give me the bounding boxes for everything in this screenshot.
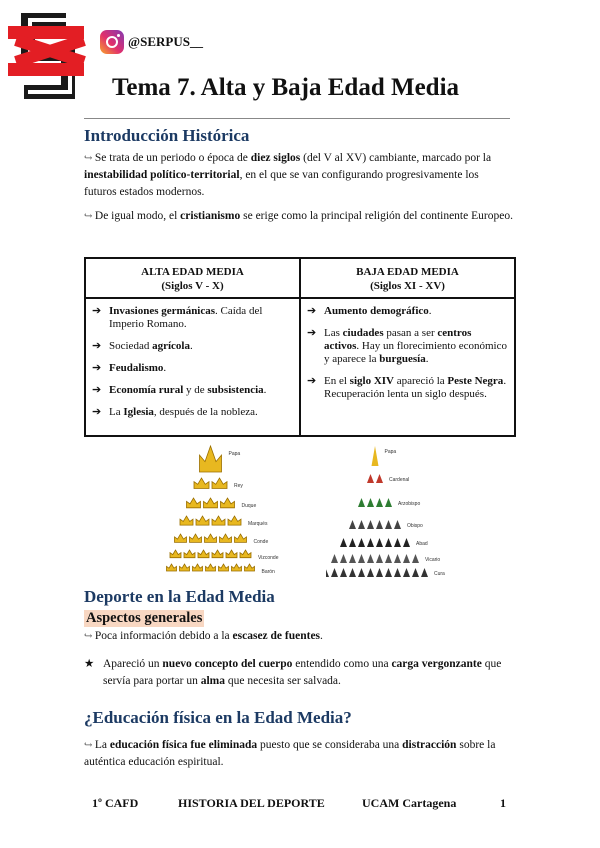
crown-icon	[204, 498, 218, 508]
alta-item	[92, 305, 293, 331]
crown-icon	[205, 534, 217, 542]
mitre-icon	[385, 538, 392, 547]
mitre-icon	[376, 568, 383, 577]
arrow-bullet-icon: ➔	[92, 340, 102, 352]
mitre-icon	[376, 538, 383, 547]
bold-text: agrícola	[152, 340, 190, 352]
arrow-bullet-icon: ➔	[92, 384, 102, 396]
bold-text: Aumento demográfico	[324, 305, 429, 317]
intro-paragraph-1	[84, 150, 514, 201]
mitre-icon	[331, 568, 338, 577]
bold-text: ciudades	[342, 327, 384, 339]
arrow-bullet-icon: ➔	[307, 375, 317, 387]
bold-text: Economía rural	[109, 384, 184, 396]
crown-icon	[228, 516, 241, 525]
rank-label: Cardenal	[389, 477, 410, 483]
crown-icon	[212, 550, 223, 558]
crown-icon	[167, 564, 177, 571]
rank-label: Barón	[261, 569, 275, 575]
mitre-icon	[385, 498, 392, 507]
crown-icon	[219, 564, 229, 571]
text-run: De igual modo, el	[94, 210, 181, 222]
mitre-icon	[412, 554, 419, 563]
intro-paragraph-2	[84, 208, 514, 225]
text-run: apareció la	[393, 375, 448, 387]
footer-course: 1º CAFD	[92, 796, 139, 810]
crown-icon	[235, 534, 247, 542]
crown-icon	[220, 534, 232, 542]
text-run: .	[163, 362, 167, 374]
crown-icon	[180, 564, 190, 571]
text-run: .	[428, 305, 432, 317]
crown-icon	[200, 446, 222, 472]
text-run: .	[263, 384, 267, 396]
mitre-icon	[367, 568, 374, 577]
intro-heading: Introducción Histórica	[84, 126, 250, 145]
baja-list	[301, 299, 514, 416]
bold-text: Peste Negra	[447, 375, 504, 387]
bold-text: Invasiones germánicas	[109, 305, 216, 317]
mitre-icon	[349, 568, 356, 577]
crown-icon	[170, 550, 181, 558]
baja-title: BAJA EDAD MEDIA	[356, 266, 459, 278]
text-run: La	[94, 739, 110, 751]
mitre-icon	[376, 474, 383, 483]
footer-page: 1	[500, 796, 506, 810]
bold-text: distracción	[402, 739, 457, 751]
text-run: Apareció un	[103, 658, 163, 670]
alta-subtitle: (Siglos V - X)	[161, 280, 224, 292]
educacion-paragraph	[84, 737, 514, 771]
mitre-icon	[376, 498, 383, 507]
footer-subject: HISTORIA DEL DEPORTE	[178, 796, 325, 810]
bold-text: subsistencia	[207, 384, 264, 396]
text-run: que servía para portar un	[103, 658, 502, 687]
crown-icon	[190, 534, 202, 542]
aspectos-subheading: Aspectos generales	[86, 610, 203, 626]
baja-content-cell	[300, 298, 515, 436]
alta-item	[92, 384, 293, 397]
instagram-icon	[100, 30, 124, 54]
rank-label: Vicario	[425, 557, 441, 563]
crown-icon	[180, 516, 193, 525]
text-run: Se trata de un periodo o época de	[94, 152, 251, 164]
text-run: En el	[324, 375, 350, 387]
text-run: pasan a ser	[383, 327, 438, 339]
crown-icon	[226, 550, 237, 558]
arrow-icon: ↪	[84, 153, 95, 164]
arrow-icon: ↪	[84, 631, 95, 642]
deporte-heading: Deporte en la Edad Media	[84, 587, 275, 606]
rank-label: Abad	[416, 541, 428, 547]
baja-item	[307, 305, 508, 318]
ages-table	[84, 257, 516, 437]
title-divider	[84, 118, 510, 119]
text-run: se erige como la principal religión del continente Europeo.	[240, 210, 513, 222]
deporte-paragraph-1	[84, 628, 514, 645]
mitre-icon	[349, 520, 356, 529]
text-run: . Caída del Imperio Romano.	[109, 305, 263, 330]
text-run: .	[320, 630, 323, 642]
rank-label: Arzobispo	[398, 501, 421, 507]
crown-icon	[245, 564, 255, 571]
rank-label: Obispo	[407, 523, 423, 529]
arrow-icon: ↪	[84, 740, 95, 751]
mitre-icon	[326, 568, 329, 577]
bold-text: inestabilidad político-territorial	[84, 169, 240, 181]
crown-icon	[232, 564, 242, 571]
serpus-logo	[6, 6, 92, 108]
text-run: .	[189, 340, 193, 352]
bold-text: cristianismo	[180, 210, 241, 222]
crown-icon	[184, 550, 195, 558]
text-run: entendido como una	[292, 658, 392, 670]
mitre-icon	[394, 538, 401, 547]
mitre-icon	[358, 554, 365, 563]
text-run: . Recuperación lenta un siglo después.	[324, 375, 507, 400]
rank-label: Cura	[434, 571, 445, 577]
mitre-icon	[385, 568, 392, 577]
mitre-icon	[412, 568, 419, 577]
mitre-icon	[372, 446, 379, 466]
mitre-icon	[349, 538, 356, 547]
nobility-hierarchy-figure	[150, 440, 310, 580]
mitre-icon	[367, 474, 374, 483]
text-run: Las	[324, 327, 343, 339]
text-run: que necesita ser salvada.	[225, 675, 341, 687]
star-icon: ★	[84, 658, 95, 670]
bold-text: educación física fue eliminada	[109, 739, 258, 751]
mitre-icon	[331, 554, 338, 563]
church-hierarchy-figure	[326, 442, 448, 580]
deporte-paragraph-2	[84, 656, 504, 690]
alta-item	[92, 340, 293, 353]
rank-label: Papa	[384, 449, 397, 455]
crown-icon	[240, 550, 251, 558]
rank-label: Conde	[253, 539, 269, 545]
baja-subtitle: (Siglos XI - XV)	[370, 280, 445, 292]
social-handle: @SERPUS__	[128, 34, 203, 49]
text-run: , después de la nobleza.	[153, 406, 258, 418]
mitre-icon	[340, 554, 347, 563]
text-run: , en el que se van configurando progresivamente los futuros estados modernos.	[84, 169, 479, 198]
educacion-heading: ¿Educación física en la Edad Media?	[84, 708, 352, 727]
crown-icon	[175, 534, 187, 542]
text-run: y de	[183, 384, 208, 396]
mitre-icon	[403, 538, 410, 547]
text-run: (del V al XV) cambiante, marcado por la	[300, 152, 492, 164]
alta-item	[92, 362, 293, 375]
mitre-icon	[403, 568, 410, 577]
text-run: Poca información debido a la	[94, 630, 233, 642]
arrow-bullet-icon: ➔	[92, 406, 102, 418]
alta-content-cell	[85, 298, 300, 436]
bold-text: carga vergonzante	[391, 658, 482, 670]
crown-icon	[221, 498, 235, 508]
mitre-icon	[340, 568, 347, 577]
rank-label: Marqués	[248, 521, 268, 527]
text-run: La	[109, 406, 124, 418]
mitre-icon	[358, 520, 365, 529]
arrow-bullet-icon: ➔	[92, 362, 102, 374]
crown-icon	[212, 478, 227, 489]
arrow-bullet-icon: ➔	[307, 305, 317, 317]
bold-text: Iglesia	[123, 406, 154, 418]
bold-text: diez siglos	[250, 152, 301, 164]
mitre-icon	[385, 520, 392, 529]
rank-label: Duque	[241, 503, 257, 509]
mitre-icon	[403, 554, 410, 563]
alta-item	[92, 406, 293, 419]
baja-item	[307, 327, 508, 366]
text-run: Sociedad	[109, 340, 153, 352]
bold-text: alma	[200, 675, 225, 687]
baja-header-cell	[300, 258, 515, 298]
crown-icon	[194, 478, 209, 489]
mitre-icon	[340, 538, 347, 547]
mitre-icon	[349, 554, 356, 563]
mitre-icon	[376, 520, 383, 529]
crown-icon	[193, 564, 203, 571]
crown-icon	[206, 564, 216, 571]
rank-label: Papa	[228, 451, 241, 457]
crown-icon	[196, 516, 209, 525]
text-run: .	[425, 353, 429, 365]
mitre-icon	[367, 538, 374, 547]
mitre-icon	[394, 554, 401, 563]
footer-school: UCAM Cartagena	[362, 796, 457, 810]
mitre-icon	[385, 554, 392, 563]
bold-text: nuevo concepto del cuerpo	[162, 658, 293, 670]
crown-icon	[187, 498, 201, 508]
page-title: Tema 7. Alta y Baja Edad Media	[112, 74, 460, 101]
mitre-icon	[376, 554, 383, 563]
text-run: . Hay un florecimiento económico y aparece la	[324, 340, 507, 365]
mitre-icon	[367, 520, 374, 529]
rank-label: Rey	[234, 483, 243, 489]
mitre-icon	[358, 568, 365, 577]
text-run: puesto que se consideraba una	[257, 739, 403, 751]
mitre-icon	[367, 554, 374, 563]
text-run: sobre la auténtica educación espiritual.	[84, 739, 496, 768]
bold-text: escasez de fuentes	[232, 630, 321, 642]
mitre-icon	[394, 568, 401, 577]
bold-text: centros activos	[324, 327, 472, 352]
baja-item	[307, 375, 508, 401]
bold-text: siglo XIV	[349, 375, 394, 387]
bold-text: burguesía	[379, 353, 426, 365]
arrow-icon: ↪	[84, 211, 95, 222]
alta-title: ALTA EDAD MEDIA	[141, 266, 244, 278]
mitre-icon	[358, 498, 365, 507]
crown-icon	[198, 550, 209, 558]
arrow-bullet-icon: ➔	[92, 305, 102, 317]
alta-list	[86, 299, 299, 434]
mitre-icon	[421, 568, 428, 577]
mitre-icon	[358, 538, 365, 547]
rank-label: Vizconde	[258, 555, 279, 561]
mitre-icon	[367, 498, 374, 507]
mitre-icon	[394, 520, 401, 529]
alta-header-cell	[85, 258, 300, 298]
bold-text: Feudalismo	[109, 362, 164, 374]
crown-icon	[212, 516, 225, 525]
arrow-bullet-icon: ➔	[307, 327, 317, 339]
